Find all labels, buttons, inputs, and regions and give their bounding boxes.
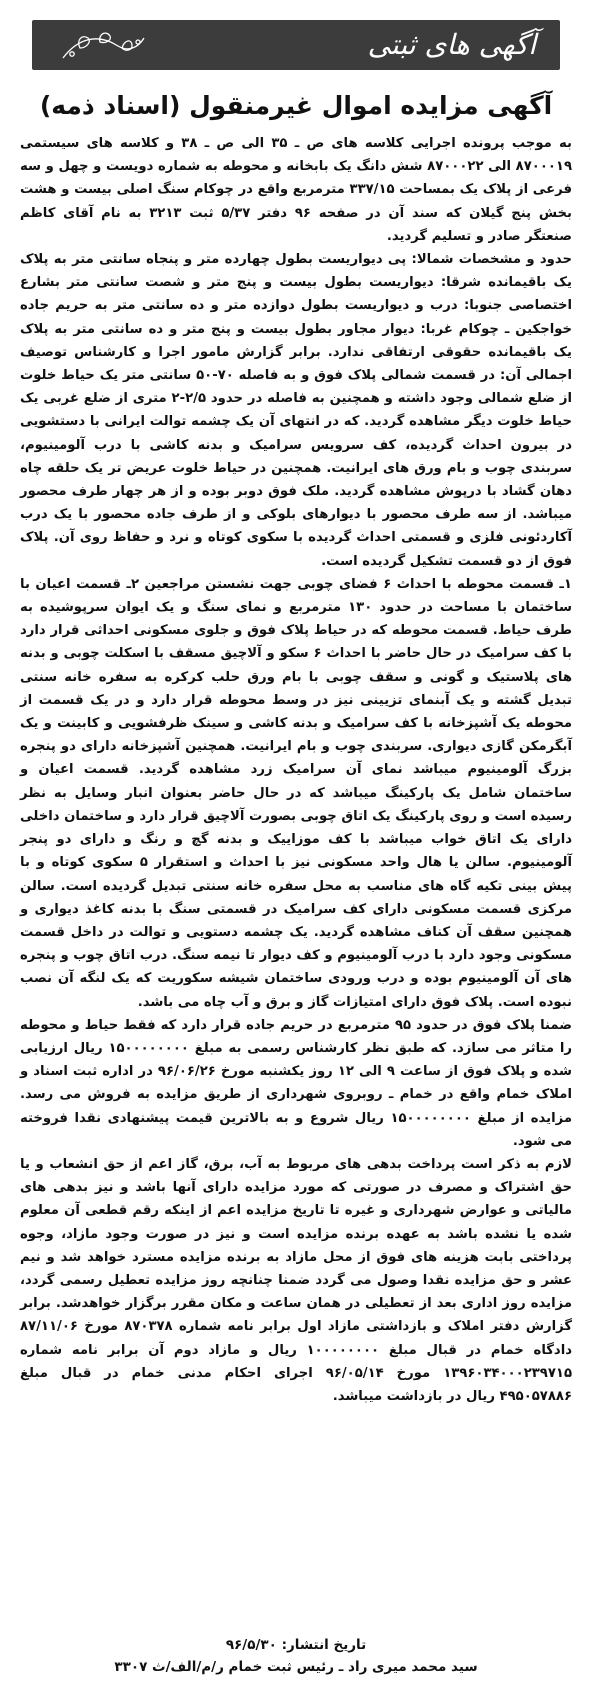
signature-line: سید محمد میری راد ـ رئیس ثبت خمام ر/م/الف/ث ۳۳۰۷ — [114, 1659, 478, 1675]
notice-paragraph: ضمنا پلاک فوق در حدود ۹۵ مترمربع در حریم جاده قرار دارد که فقط حیاط و محوطه را متاثر می سازد. که طبق نظر کارشناس رسمی به مبلغ ۱۵۰۰۰۰۰۰۰۰ ریال ارزیابی شده و پلاک فوق از ساعت ۹ الی ۱۲ روز یکشنبه مورخ ۹۶/۰۶/۲۶ در اداره ثبت اسناد و املاک خمام واقع در خمام ـ روبروی شهرداری از طریق مزایده به فروش می رسد. مزایده از مبلغ ۱۵۰۰۰۰۰۰۰۰ ریال شروع و به بالاترین قیمت پیشنهادی نقدا فروخته می شود. — [20, 1017, 572, 1149]
publish-date: تاریخ انتشار: ۹۶/۵/۳۰ — [225, 1637, 367, 1653]
notice-paragraph: حدود و مشخصات شمالا: پی دیواریست بطول چهارده متر و پنجاه سانتی متر به پلاک یک باقیمانده شرقا: دیواریست بطول بیست و پنج متر و شصت سانتی متر بشارع اختصاصی جنوبا: درب و دیواریست بطول دوازده متر و ده سانتی متر به حریم جاده خواجکین ـ چوکام غربا: دیوار مجاور بطول بیست و پنج متر و ده سانتی متر به پلاک یک باقیمانده حقوقی ارتفاقی ندارد. برابر گزارش مامور اجرا و کارشناس توصیف اجمالی آن: در قسمت شمالی پلاک فوق و به فاصله ۷۰-۵۰ سانتی متر یک حیاط خلوت از ضلع شمالی وجود داشته و همچنین به فاصله در حدود ۲/۵-۲ متری از ضلع غربی یک حیاط خلوت دیگر مشاهده گردید. که در انتهای آن یک چشمه توالت ایرانی با دستشویی در بیرون احداث گردیده، کف سرویس سرامیک و بدنه کاشی با درب آلومینیوم، سربندی چوب و بام ورق های ایرانیت. همچنین در حیاط خلوت عریض تر یک حلقه چاه دهان گشاد با درپوش مشاهده گردید. ملک فوق دوبر بوده و از هر چهار طرف محصور میباشد. از سه طرف محصور با دیوارهای بلوکی و از طرف جاده محصور با یک درب آکاردئونی فلزی و قسمتی احداث گردیده با سکوی کوتاه و نرد و حفاظ روی آن. پلاک فوق از دو قسمت تشکیل گردیده است. — [20, 252, 572, 569]
notice-body — [20, 132, 572, 1408]
notice-paragraph: لازم به ذکر است پرداخت بدهی های مربوط به آب، برق، گاز اعم از حق انشعاب و یا حق اشتراک و مصرف در صورتی که مورد مزایده دارای آنها باشد و نیز بدهی های مالیاتی و عوارض شهرداری و غیره تا تاریخ مزایده اعم از اینکه رقم قطعی آن معلوم شده یا نشده باشد به عهده برنده مزایده است و نیز در صورت وجود مازاد، وجوه پرداختی بابت هزینه های فوق از محل مازاد به برنده مزایده مسترد خواهد شد و نیم عشر و حق مزایده نقدا وصول می گردد ضمنا چنانچه روز مزایده تعطیل رسمی گردد، مزایده روز اداری بعد از تعطیلی در همان ساعت و مکان مقرر برگزار خواهدشد. برابر گزارش دفتر املاک و بازداشتی مازاد اول برابر نامه شماره ۸۷۰۳۷۸ مورخ ۸۷/۱۱/۰۶ دادگاه خمام در قبال مبلغ ۱۰۰۰۰۰۰۰۰ ریال و مازاد دوم آن برابر نامه شماره ۱۳۹۶۰۳۴۰۰۰۲۳۹۷۱۵ مورخ ۹۶/۰۵/۱۴ اجرای احکام مدنی خمام در قبال مبلغ ۴۹۵۰۵۷۸۸۶ ریال در بازداشت میباشد. — [20, 1156, 573, 1404]
section-banner — [32, 20, 560, 70]
notice-footer — [0, 1634, 592, 1678]
notice-paragraph: به موجب پرونده اجرایی کلاسه های ص ـ ۳۵ الی ص ـ ۳۸ و کلاسه های سیستمی ۸۷۰۰۰۱۹ الی ۸۷۰۰۰۲۲ شش دانگ یک بابخانه و محوطه به شماره دویست و چهل و سه فرعی از پلاک یک بمساحت ۳۳۷/۱۵ مترمربع واقع در چوکام سنگ اصلی بیست و هشت بخش پنج گیلان که سند آن در صفحه ۹۶ دفتر ۵/۳۷ ثبت ۳۲۱۳ به نام آقای کاظم صنعتگر صادر و تسلیم گردید. — [20, 136, 573, 244]
floral-ornament-icon — [58, 28, 148, 62]
notice-paragraph: ۱ـ قسمت محوطه با احداث ۶ فضای چوبی جهت نشستن مراجعین ۲ـ قسمت اعیان با ساختمان با مساحت در حدود ۱۳۰ مترمربع و نمای سنگ و یک ایوان سرپوشیده به طرف حیاط. قسمت محوطه که در حیاط پلاک فوق و جلوی مسکونی احداثی قرار دارد با کف سرامیک در حال حاضر با احداث ۶ سکو و آلاچیق مسقف با اسکلت چوبی و بدنه های پلاستیک و گونی و سقف چوبی با بام ورق حلب کرکره به سفره خانه سنتی تبدیل گشته و یک آبنمای تزیینی نیز در وسط محوطه قرار دارد و در یک قسمت از محوطه یک آشپزخانه با کف سرامیک و بدنه کاشی و سینک ظرفشویی و کابینت و یک آبگرمکن گازی دیواری. سربندی چوب و بام ایرانیت. همچنین آشپزخانه دارای دو پنجره بزرگ آلومینیوم میباشد نمای آن سرامیک زرد مشاهده گردید. قسمت اعیان و ساختمان شامل یک پارکینگ میباشد که در حال حاضر بعنوان انبار وسایل به نظر رسیده است و روی پارکینگ یک اتاق چوبی بصورت آلاچیق قرار دارد و ساختمان داخلی دارای یک اتاق خواب میباشد با کف موزاییک و بدنه گچ و رنگ و دارای دو پنجر آلومینیوم. سالن یا هال واحد مسکونی نیز با احداث و استقرار ۵ سکوی کوتاه و با پیش بینی تکیه گاه های مناسب به محل سفره خانه سنتی تبدیل گردیده است. سالن مرکزی قسمت مسکونی دارای کف سرامیک در قسمتی سنگ با بدنه کاغذ دیواری و همچنین سقف آن کناف مشاهده گردید. یک چشمه دستویی و توالت در داخل قسمت مسکونی وجود دارد با درب آلومینیوم و کف دیوار تا نیمه سنگ. درب اتاق چوب و پنجره های آن آلومینیوم بوده و درب ورودی ساختمان شیشه سکوریت که یک لنگه آن نصب نبوده است. پلاک فوق دارای امتیازات گاز و برق و آب چاه می باشد. — [20, 576, 572, 1010]
notice-title: آگهی مزایده اموال غیرمنقول (اسناد ذمه) — [39, 91, 553, 120]
banner-title: آگهی های ثبتی — [367, 28, 536, 61]
